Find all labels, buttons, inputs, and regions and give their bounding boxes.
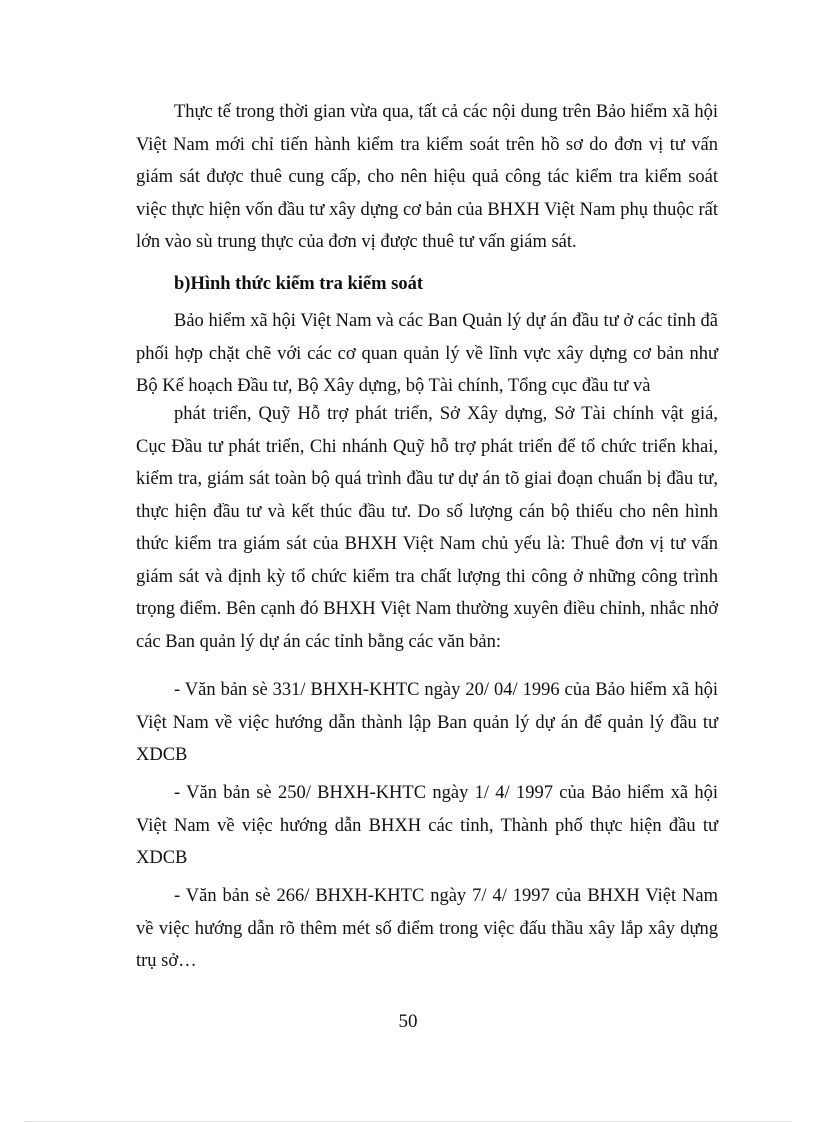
page-bottom-divider [24, 1121, 792, 1122]
paragraph-coordination-continued [136, 398, 718, 658]
section-subheading: b)Hình thức kiểm tra kiểm soát [174, 274, 424, 294]
list-item-text: - Văn bản sè 331/ BHXH-KHTC ngày 20/ 04/ 1996 của Bảo hiểm xã hội Việt Nam về việc hướng dẫn thành lập Ban quản lý dự án để quản lý đầu tư XDCB [136, 680, 718, 765]
list-item-text: - Văn bản sè 250/ BHXH-KHTC ngày 1/ 4/ 1997 của Bảo hiểm xã hội Việt Nam về việc hướng dẫn BHXH các tỉnh, Thành phố thực hiện đầu tư XDCB [136, 783, 718, 868]
list-item-document-331 [136, 674, 718, 772]
subheading-block [136, 268, 718, 301]
list-item-document-266 [136, 880, 718, 978]
page-number: 50 [398, 1011, 418, 1032]
paragraph-coordination [136, 305, 718, 403]
paragraph-inspection-reality [136, 96, 718, 259]
paragraph-text: Thực tế trong thời gian vừa qua, tất cả các nội dung trên Bảo hiểm xã hội Việt Nam mới chỉ tiến hành kiểm tra kiểm soát trên hồ sơ do đơn vị tư vấn giám sát được thuê cung cấp, cho nên hiệu quả công tác kiểm tra kiểm soát việc thực hiện vốn đầu tư xây dựng cơ bản của BHXH Việt Nam phụ thuộc rất lớn vào sù trung thực của đơn vị được thuê tư vấn giám sát. [136, 102, 718, 252]
paragraph-text: phát triển, Quỹ Hỗ trợ phát triển, Sở Xây dựng, Sở Tài chính vật giá, Cục Đầu tư phát triển, Chi nhánh Quỹ hỗ trợ phát triển để tổ chức triển khai, kiểm tra, giám sát toàn bộ quá trình đầu tư dự án tõ giai đoạn chuẩn bị đầu tư, thực hiện đầu tư và kết thúc đầu tư. Do số lượng cán bộ thiếu cho nên hình thức kiểm tra giám sát của BHXH Việt Nam chủ yếu là: Thuê đơn vị tư vấn giám sát và định kỳ tổ chức kiểm tra chất lượng thi công ở những công trình trọng điểm. Bên cạnh đó BHXH Việt Nam thường xuyên điều chỉnh, nhắc nhở các Ban quản lý dự án các tỉnh bằng các văn bản: [136, 404, 718, 652]
paragraph-text: Bảo hiểm xã hội Việt Nam và các Ban Quản lý dự án đầu tư ở các tỉnh đã phối hợp chặt chẽ với các cơ quan quản lý về lĩnh vực xây dựng cơ bản như Bộ Kế hoạch Đầu tư, Bộ Xây dựng, bộ Tài chính, Tổng cục đầu tư và [136, 311, 718, 396]
list-item-document-250 [136, 777, 718, 875]
list-item-text: - Văn bản sè 266/ BHXH-KHTC ngày 7/ 4/ 1997 của BHXH Việt Nam về việc hướng dẫn rõ thêm mét số điểm trong việc đấu thầu xây lắp xây dựng trụ sở… [136, 886, 718, 971]
